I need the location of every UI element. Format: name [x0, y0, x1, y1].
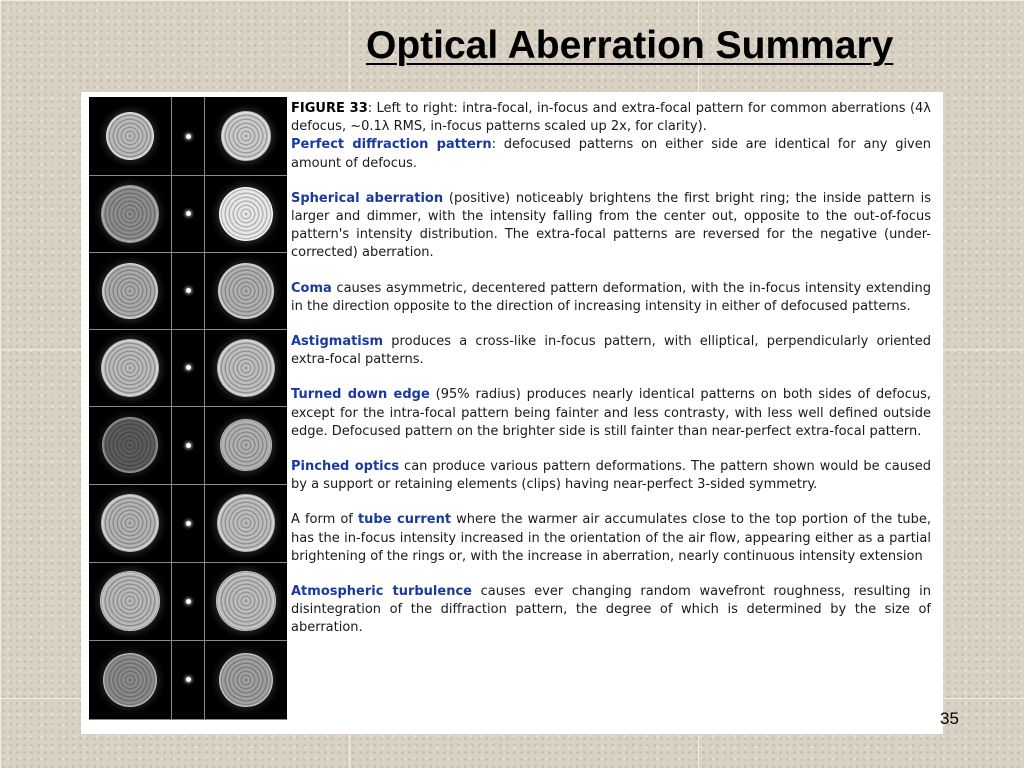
- pattern-row-astigmatism: [89, 329, 287, 407]
- aberration-pattern-grid: [89, 97, 287, 719]
- in-focus-dot: [186, 365, 191, 370]
- figure-label: FIGURE 33: [291, 101, 368, 116]
- extra-focal-pattern: [205, 175, 287, 252]
- diffraction-disc: [216, 571, 276, 631]
- intra-focal-pattern: [89, 640, 171, 719]
- in-focus-pattern: [171, 406, 205, 484]
- in-focus-dot: [186, 677, 191, 682]
- entry-text: causes asymmetric, decentered pattern deformation, with the in-focus intensity extending in the direction opposite to the direction of increasing intensity in either of defocused patterns.: [291, 280, 931, 314]
- extra-focal-pattern: [205, 252, 287, 329]
- entry-turned-down-edge: [291, 386, 931, 441]
- in-focus-pattern: [171, 97, 205, 175]
- in-focus-dot: [186, 599, 191, 604]
- diffraction-disc: [103, 653, 157, 707]
- entry-text: where the warmer air accumulates close to the top portion of the tube, has the in-focus intensity increased in the orientation of the air flow, appearing either as a partial brightening of the rings or, with the increase in aberration, nearly continuous intensity extension: [291, 512, 931, 564]
- extra-focal-pattern: [205, 406, 287, 484]
- figure-caption-text: [291, 100, 931, 638]
- diffraction-disc: [101, 494, 159, 552]
- entry-text: : defocused patterns on either side are identical for any given amount of defocus.: [291, 137, 931, 171]
- figure-card: [81, 92, 943, 734]
- in-focus-dot: [186, 211, 191, 216]
- entry-text: produces a cross-like in-focus pattern, with elliptical, perpendicularly oriented extra-focal patterns.: [291, 334, 931, 368]
- diffraction-disc: [220, 419, 272, 471]
- diffraction-disc: [219, 187, 273, 241]
- entry-keyword: Spherical aberration: [291, 190, 444, 206]
- intra-focal-pattern: [89, 97, 171, 175]
- pattern-row-coma: [89, 252, 287, 330]
- in-focus-dot: [186, 443, 191, 448]
- diffraction-disc: [100, 571, 160, 631]
- entry-lead: A form of: [291, 512, 358, 528]
- in-focus-pattern: [171, 640, 205, 719]
- intra-focal-pattern: [89, 484, 171, 562]
- in-focus-dot: [186, 134, 191, 139]
- extra-focal-pattern: [205, 640, 287, 719]
- pattern-row-pinched-optics: [89, 484, 287, 563]
- in-focus-pattern: [171, 484, 205, 562]
- entry-keyword: Turned down edge: [291, 387, 430, 403]
- pattern-row-perfect: [89, 97, 287, 176]
- entry-keyword: Perfect diffraction pattern: [291, 137, 492, 153]
- entry-keyword: Atmospheric turbulence: [291, 584, 472, 600]
- extra-focal-pattern: [205, 329, 287, 406]
- in-focus-pattern: [171, 175, 205, 252]
- intra-focal-pattern: [89, 406, 171, 484]
- entry-text: (positive) noticeably brightens the first bright ring; the inside pattern is larger and dimmer, with the intensity falling from the center out, opposite to the out-of-focus pattern's intensity distribution. The extra-focal patterns are reversed for the negative (under-corrected) aberration.: [291, 190, 931, 261]
- intra-focal-pattern: [89, 329, 171, 406]
- slide-title: Optical Aberration Summary: [366, 24, 894, 67]
- entry-keyword: Pinched optics: [291, 459, 400, 475]
- in-focus-dot: [186, 521, 191, 526]
- entry-coma: [291, 280, 931, 316]
- diffraction-disc: [106, 112, 154, 160]
- entry-text: causes ever changing random wavefront roughness, resulting in disintegration of the diffraction pattern, the degree of which is determined by the size of aberration.: [291, 584, 931, 636]
- diffraction-disc: [102, 263, 158, 319]
- diffraction-disc: [217, 339, 275, 397]
- diffraction-disc: [102, 417, 158, 473]
- diffraction-disc: [101, 339, 159, 397]
- entry-perfect: [291, 136, 931, 172]
- diffraction-disc: [219, 653, 273, 707]
- entry-keyword: Coma: [291, 280, 332, 296]
- figure-intro: [291, 100, 931, 136]
- entry-keyword: tube current: [357, 512, 452, 528]
- pattern-row-turned-down-edge: [89, 406, 287, 485]
- pattern-row-atmospheric-turbulence: [89, 640, 287, 720]
- page-number: 35: [940, 709, 959, 728]
- extra-focal-pattern: [205, 97, 287, 175]
- in-focus-dot: [186, 288, 191, 293]
- diffraction-disc: [218, 263, 274, 319]
- pattern-row-tube-current: [89, 562, 287, 641]
- pattern-row-spherical: [89, 175, 287, 253]
- in-focus-pattern: [171, 562, 205, 640]
- entry-text: can produce various pattern deformations. The pattern shown would be caused by a support or retaining elements (clips) having near-perfect 3-sided symmetry.: [291, 459, 931, 493]
- extra-focal-pattern: [205, 562, 287, 640]
- entry-pinched-optics: [291, 458, 931, 494]
- intra-focal-pattern: [89, 252, 171, 329]
- entry-keyword: Astigmatism: [291, 334, 384, 350]
- entry-astigmatism: [291, 333, 931, 369]
- diffraction-disc: [101, 185, 159, 243]
- diffraction-disc: [221, 111, 271, 161]
- extra-focal-pattern: [205, 484, 287, 562]
- diffraction-disc: [217, 494, 275, 552]
- in-focus-pattern: [171, 252, 205, 329]
- entry-atmospheric-turbulence: [291, 583, 931, 638]
- figure-caption: : Left to right: intra-focal, in-focus and extra-focal pattern for common aberrations (4λ defocus, ~0.1λ RMS, in-focus patterns scaled up 2x, for clarity).: [291, 101, 931, 135]
- intra-focal-pattern: [89, 562, 171, 640]
- entry-text: (95% radius) produces nearly identical patterns on both sides of defocus, except for the intra-focal pattern being fainter and less contrasty, with less well defined outside edge. Defocused pattern on the brighter side is still fainter than near-perfect extra-focal pattern.: [291, 387, 932, 439]
- entry-tube-current: [291, 511, 931, 566]
- entry-spherical: [291, 190, 931, 263]
- intra-focal-pattern: [89, 175, 171, 252]
- in-focus-pattern: [171, 329, 205, 406]
